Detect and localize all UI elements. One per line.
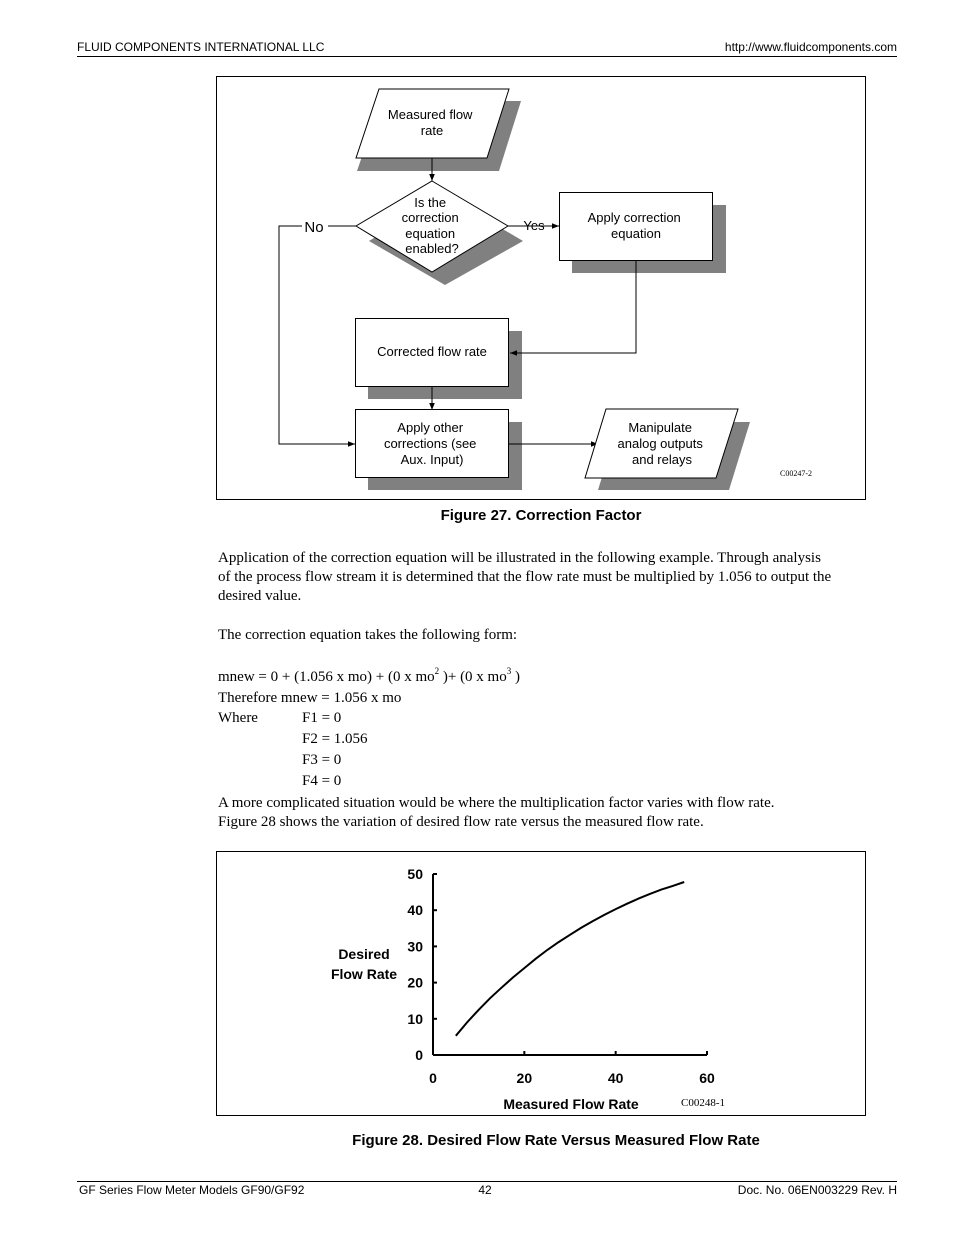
- apply-other-text: Apply other corrections (see Aux. Input): [383, 420, 477, 467]
- coefficient-f1: F1 = 0: [302, 710, 342, 726]
- paragraph-1: Application of the correction equation will be illustrated in the following example. Through analysis of the process flow stream it is determined that the flow rate must be multiplied by 1.056 to output the desired value.: [218, 550, 832, 604]
- figure28-code: C00248-1: [681, 1097, 725, 1109]
- header-url[interactable]: http://www.fluidcomponents.com: [724, 40, 897, 54]
- x-axis-label: Measured Flow Rate: [503, 1096, 639, 1112]
- coefficient-f2: F2 = 1.056: [302, 731, 368, 747]
- footer-product: GF Series Flow Meter Models GF90/GF92: [79, 1183, 305, 1197]
- chart-svg: [217, 852, 867, 1117]
- x-tick-label: 0: [429, 1070, 437, 1086]
- figure28-caption: Figure 28. Desired Flow Rate Versus Measured Flow Rate: [352, 1132, 760, 1149]
- y-axis-label-line2: Flow Rate: [330, 966, 398, 982]
- decision-text: Is the correction equation enabled?: [401, 195, 459, 256]
- y-tick-label: 40: [407, 902, 423, 919]
- x-tick-label: 20: [516, 1070, 533, 1086]
- y-tick-label: 20: [407, 974, 423, 991]
- equation: mnew = 0 + (1.056 x mo) + (0 x $mo^2$ )+ (0 x $mo^3$ ): [218, 666, 520, 685]
- footer-divider: [77, 1181, 897, 1182]
- yes-label: Yes: [523, 218, 545, 233]
- y-axis-label-line1: Desired: [338, 946, 390, 962]
- footer-doc-number: Doc. No. 06EN003229 Rev. H: [737, 1183, 897, 1197]
- page-number: 42: [478, 1183, 492, 1197]
- therefore-line: Therefore mnew = 1.056 x mo: [218, 690, 402, 706]
- manipulate-text: Manipulate analog outputs and relays: [617, 420, 703, 467]
- flowchart-svg: [217, 77, 867, 501]
- figure-27-flowchart: [216, 76, 866, 500]
- y-tick-label: 30: [407, 938, 423, 955]
- x-tick-label: 40: [607, 1070, 624, 1086]
- axis-ticks: [407, 866, 715, 1086]
- paragraph-3: A more complicated situation would be where the multiplication factor varies with flow rate. Figure 28 shows the variation of desired flow rate versus the measured flow rate.: [218, 795, 775, 830]
- y-tick-label: 10: [407, 1010, 423, 1027]
- coefficient-f4: F4 = 0: [302, 773, 342, 789]
- figure27-caption: Figure 27. Correction Factor: [440, 507, 642, 524]
- header-divider: [77, 56, 897, 57]
- paragraph-2: The correction equation takes the following form:: [218, 627, 518, 643]
- measured-flow-text: Measured flow rate: [387, 107, 473, 138]
- figure-28-chart: [216, 851, 866, 1116]
- no-label: No: [304, 219, 324, 236]
- x-tick-label: 60: [699, 1070, 715, 1086]
- y-tick-label: 50: [407, 866, 423, 882]
- series-line: [456, 882, 684, 1036]
- header-company: FLUID COMPONENTS INTERNATIONAL LLC: [77, 40, 325, 54]
- apply-correction-text: Apply correction equation: [587, 210, 681, 241]
- corrected-flow-text: Corrected flow rate: [377, 344, 487, 359]
- arrow-correction-to-corrected: [510, 261, 636, 353]
- where-label: Where: [218, 710, 258, 726]
- arrow-no: [279, 226, 355, 444]
- y-tick-label: 0: [415, 1047, 423, 1063]
- figure27-code: C00247-2: [780, 469, 812, 478]
- coefficient-f3: F3 = 0: [302, 752, 342, 768]
